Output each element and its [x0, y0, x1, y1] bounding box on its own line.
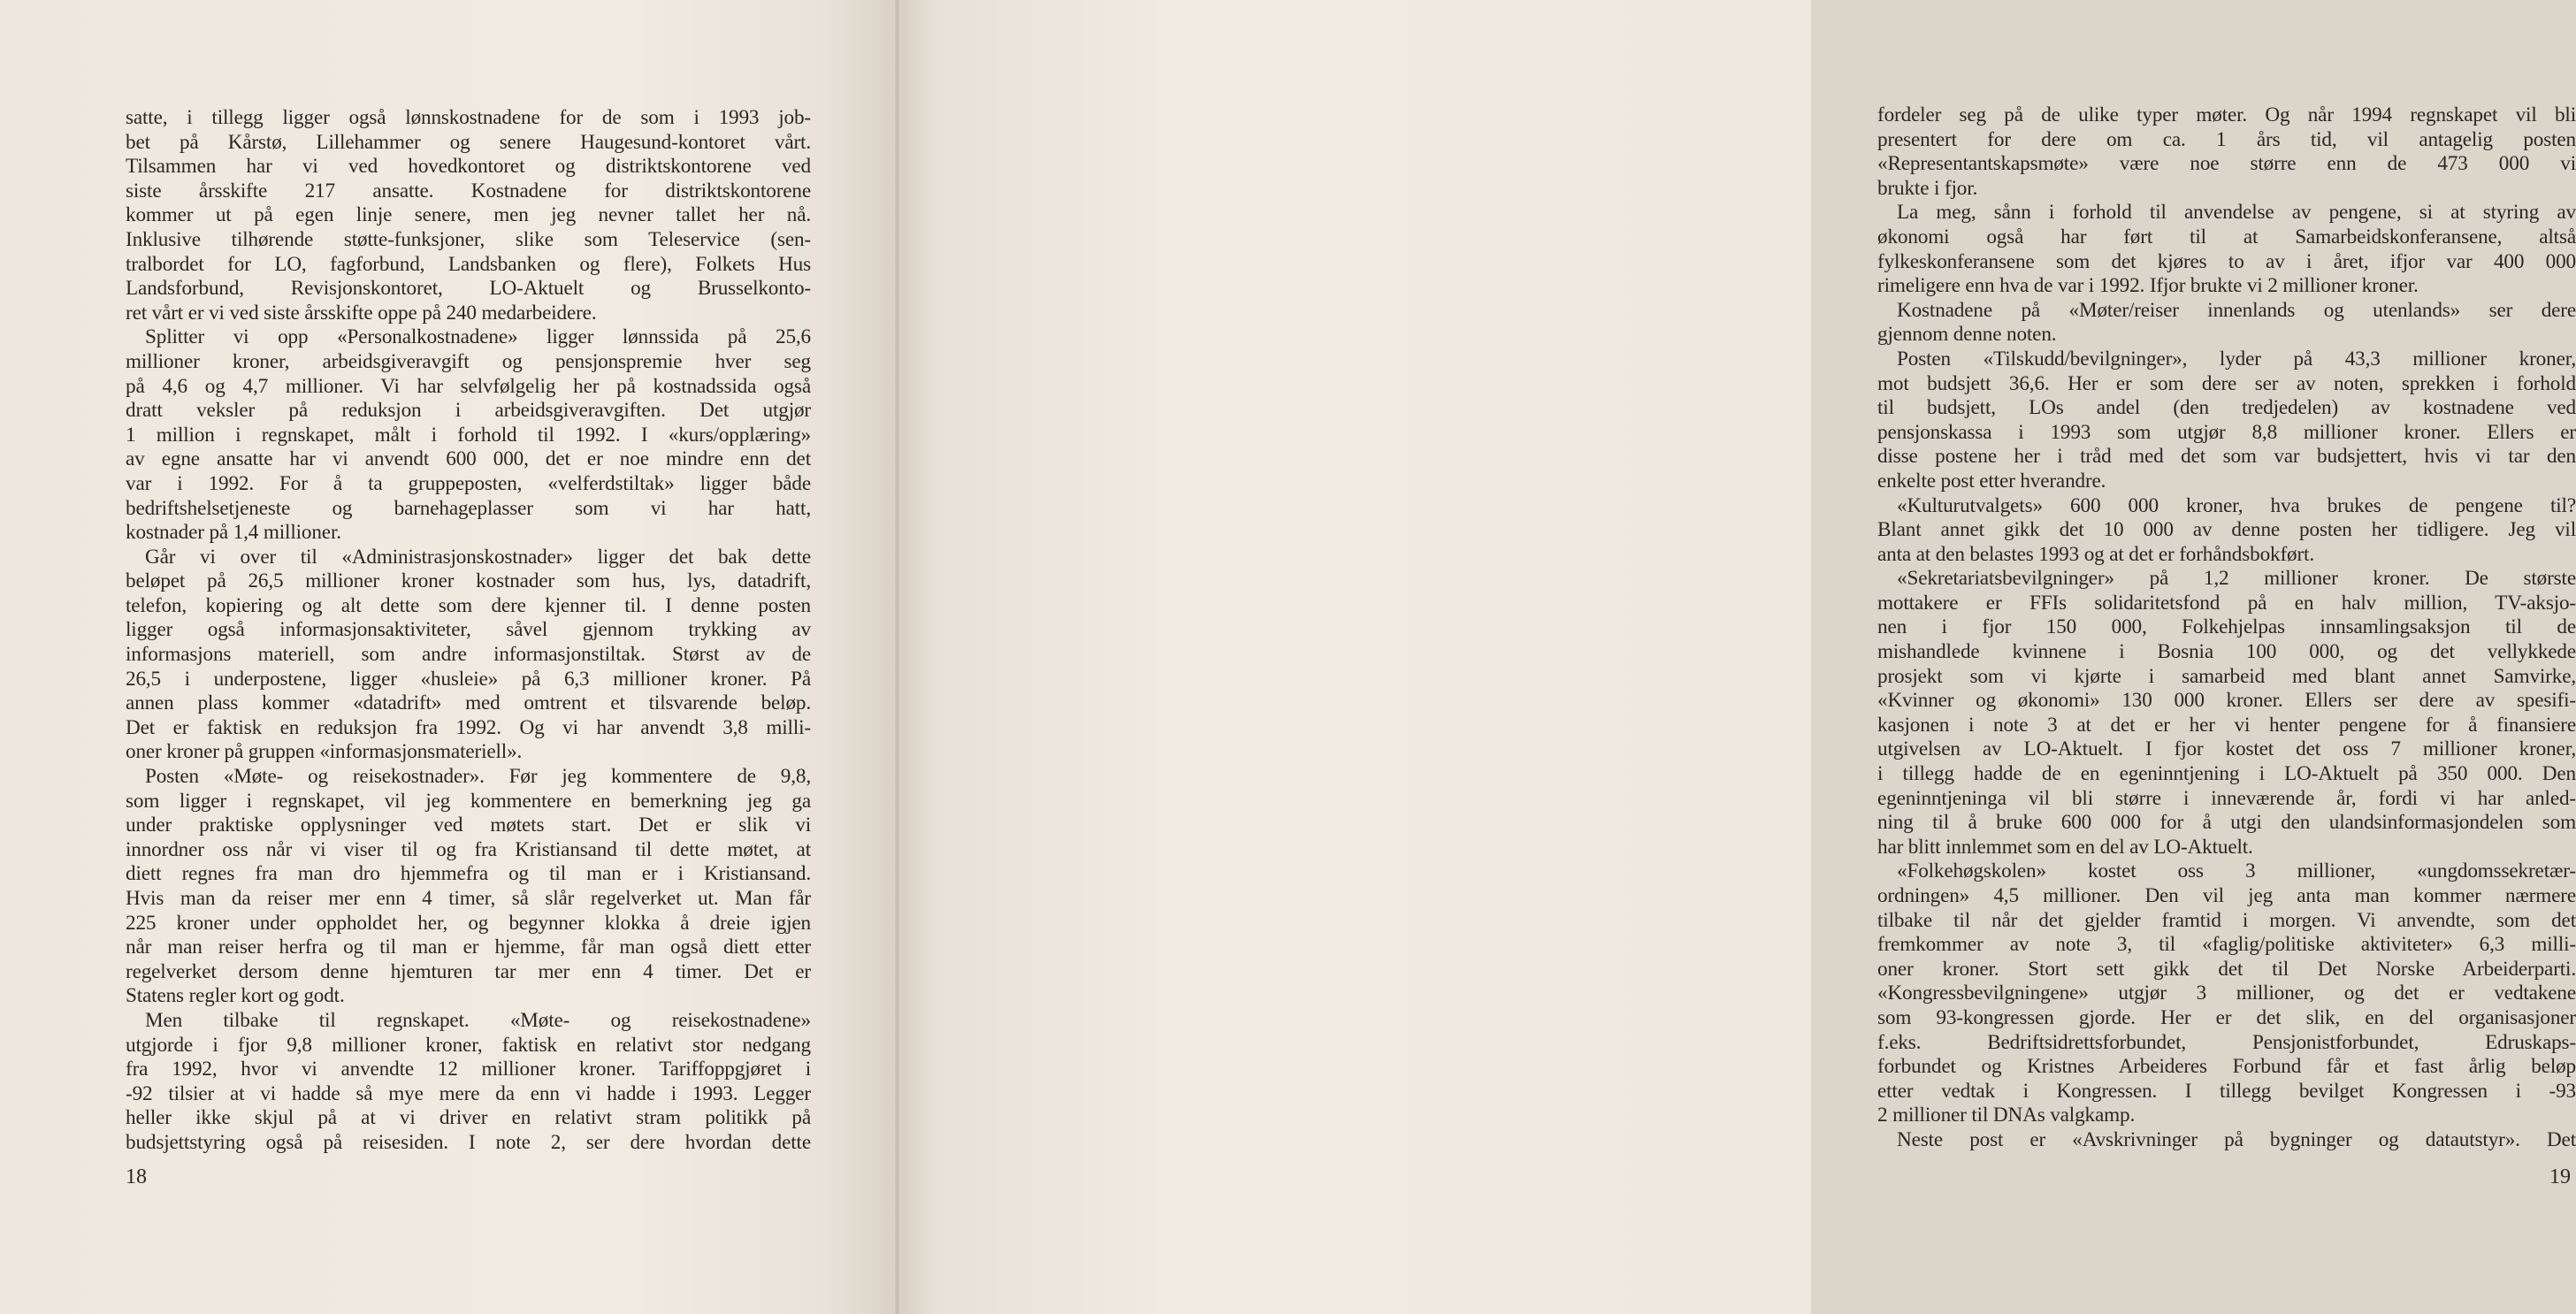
text-line: innordner oss når vi viser til og fra Kristiansand til dette møtet, at [126, 837, 811, 861]
text-line: under praktiske opplysninger ved møtets start. Det er slik vi [126, 814, 811, 837]
text-line: av egne ansatte har vi anvendt 600 000, det er noe mindre enn det [126, 447, 811, 471]
text-line: fra 1992, hvor vi anvendte 12 millioner kroner. Tariffoppgjøret i [126, 1058, 811, 1081]
text-line: «Kongressbevilgningene» utgjør 3 millioner, og det er vedtakene [1877, 982, 2576, 1005]
text-line: ret vårt er vi ved siste årsskifte oppe på 240 medarbeidere. [126, 301, 597, 325]
text-line: diett regnes fra man dro hjemmefra og til man er i Kristiansand. [126, 862, 811, 886]
text-line: 1 million i regnskapet, målt i forhold til 1992. I «kurs/opplæring» [126, 423, 811, 447]
text-line: 2 millioner til DNAs valgkamp. [1877, 1104, 2136, 1127]
text-line: tilbake til når det gjelder framtid i morgen. Vi anvendte, som det [1877, 908, 2576, 932]
text-line: når man reiser herfra og til man er hjemme, får man også diett etter [126, 936, 811, 959]
text-line: bet på Kårstø, Lillehammer og senere Haugesund-kontoret vårt. [126, 130, 811, 154]
text-line: Det er faktisk en reduksjon fra 1992. Og vi har anvendt 3,8 milli- [126, 715, 811, 739]
text-line: «Sekretariatsbevilgninger» på 1,2 millioner kroner. De største [1897, 567, 2576, 591]
text-line: millioner kroner, arbeidsgiveravgift og pensjonspremie hver seg [126, 349, 811, 373]
text-line: på 4,6 og 4,7 millioner. Vi har selvfølgelig her på kostnadssida også [126, 374, 811, 398]
text-line: 26,5 i underpostene, ligger «husleie» på 6,3 millioner kroner. På [126, 667, 811, 691]
left-page-number: 18 [126, 1165, 147, 1188]
text-line: siste årsskifte 217 ansatte. Kostnadene for distriktskontorene [126, 179, 811, 202]
text-line: «Representantskapsmøte» være noe større enn de 473 000 vi [1877, 152, 2576, 176]
text-line: Statens regler kort og godt. [126, 984, 345, 1008]
text-line: fordeler seg på de ulike typer møter. Og når 1994 regnskapet vil bli [1877, 103, 2576, 126]
text-line: egeninntjeninga vil bli større i inneværende år, fordi vi har anled- [1877, 786, 2576, 810]
left-page-body [126, 106, 811, 1156]
text-line: var i 1992. For å ta gruppeposten, «velferdstiltak» ligger både [126, 471, 811, 495]
text-line: Går vi over til «Administrasjonskostnader» ligger det bak dette [145, 545, 811, 569]
text-line: La meg, sånn i forhold til anvendelse av pengene, si at styring av [1897, 201, 2576, 225]
text-line: har blitt innlemmet som en del av LO-Aktuelt. [1877, 835, 2253, 859]
text-line: kasjonen i note 3 at det er her vi henter pengene for å finansiere [1877, 713, 2576, 737]
left-page [0, 0, 898, 1314]
text-line: tralbordet for LO, fagforbund, Landsbanken og flere), Folkets Hus [126, 252, 811, 276]
text-line: regelverket dersom denne hjemturen tar mer enn 4 timer. Det er [126, 959, 811, 983]
text-line: ordningen» 4,5 millioner. Den vil jeg anta man kommer nærmere [1877, 884, 2576, 907]
text-line: Tilsammen har vi ved hovedkontoret og distriktskontorene ved [126, 155, 811, 179]
text-line: mottakere er FFIs solidaritetsfond på en halv million, TV-aksjo- [1877, 591, 2576, 615]
text-line: beløpet på 26,5 millioner kroner kostnader som hus, lys, datadrift, [126, 569, 811, 593]
text-line: satte, i tillegg ligger også lønnskostnadene for de som i 1993 job- [126, 106, 811, 129]
text-line: f.eks. Bedriftsidrettsforbundet, Pensjonistforbundet, Edruskaps- [1877, 1030, 2576, 1054]
text-line: Inklusive tilhørende støtte-funksjoner, slike som Teleservice (sen- [126, 227, 811, 251]
text-line: gjennom denne noten. [1877, 323, 2057, 347]
text-line: Neste post er «Avskrivninger på bygninger og datautstyr». Det [1897, 1127, 2576, 1151]
text-line: nen i fjor 150 000, Folkehjelpas innsamlingsaksjon til de [1877, 615, 2576, 639]
text-line: Blant annet gikk det 10 000 av denne posten her tidligere. Jeg vil [1877, 518, 2576, 542]
text-line: økonomi også har ført til at Samarbeidskonferansene, altså [1877, 225, 2576, 248]
text-line: enkelte post etter hverandre. [1877, 469, 2106, 493]
text-line: ligger også informasjonsaktiviteter, såvel gjennom trykking av [126, 618, 811, 642]
text-line: utgjorde i fjor 9,8 millioner kroner, faktisk en relativt stor nedgang [126, 1033, 811, 1057]
text-line: dratt veksler på reduksjon i arbeidsgiveravgiften. Det utgjør [126, 399, 811, 423]
text-line: oner kroner. Stort sett gikk det til Det Norske Arbeiderparti. [1877, 957, 2576, 981]
text-line: Hvis man da reiser mer enn 4 timer, så slår regelverket ut. Man får [126, 887, 811, 910]
text-line: «Kulturutvalgets» 600 000 kroner, hva brukes de pengene til? [1897, 493, 2576, 517]
text-line: ning til å bruke 600 000 for å utgi den ulandsinformasjondelen som [1877, 811, 2576, 835]
text-line: kostnader på 1,4 millioner. [126, 521, 341, 545]
text-line: fylkeskonferansene som det kjøres to av i året, ifjor var 400 000 [1877, 249, 2576, 273]
text-line: «Kvinner og økonomi» 130 000 kroner. Ellers ser dere av spesifi- [1877, 689, 2576, 713]
text-line: heller ikke skjul på at vi driver en relativt stram politikk på [126, 1106, 811, 1130]
text-line: Posten «Møte- og reisekostnader». Før jeg kommentere de 9,8, [145, 765, 811, 789]
text-line: forbundet og Kristnes Arbeideres Forbund får et fast årlig beløp [1877, 1055, 2576, 1079]
text-line: som 93-kongressen gjorde. Her er det slik, en del organisasjoner [1877, 1005, 2576, 1029]
text-line: presentert for dere om ca. 1 års tid, vil antagelig posten [1877, 127, 2576, 151]
text-line: utgivelsen av LO-Aktuelt. I fjor kostet det oss 7 millioner kroner, [1877, 737, 2576, 761]
text-line: -92 tilsier at vi hadde så mye mere da enn vi hadde i 1993. Legger [126, 1081, 811, 1105]
text-line: pensjonskassa i 1993 som utgjør 8,8 millioner kroner. Ellers er [1877, 420, 2576, 444]
text-line: Kostnadene på «Møter/reiser innenlands og utenlands» ser dere [1897, 298, 2576, 322]
text-line: 225 kroner under oppholdet her, og begynner klokka å dreie igjen [126, 911, 811, 935]
text-line: rimeligere enn hva de var i 1992. Ifjor brukte vi 2 millioner kroner. [1877, 274, 2419, 298]
text-line: annen plass kommer «datadrift» med omtrent et tilsvarende beløp. [126, 691, 811, 715]
text-line: mishandlede kvinnene i Bosnia 100 000, og det vellykkede [1877, 640, 2576, 664]
text-line: «Folkehøgskolen» kostet oss 3 millioner, «ungdomssekretær- [1897, 859, 2576, 883]
text-line: Men tilbake til regnskapet. «Møte- og reisekostnadene» [145, 1008, 811, 1032]
right-page-body [1877, 103, 2576, 1153]
text-line: prosjekt som vi kjørte i samarbeid med blant annet Samvirke, [1877, 664, 2576, 688]
text-line: anta at den belastes 1993 og at det er forhåndsbokført. [1877, 542, 2314, 566]
text-line: i tillegg hadde de en egeninntjening i LO-Aktuelt på 350 000. Den [1877, 762, 2576, 786]
text-line: kommer ut på egen linje senere, men jeg nevner tallet her nå. [126, 203, 811, 227]
text-line: til budsjett, LOs andel (den tredjedelen) av kostnadene ved [1877, 396, 2576, 420]
text-line: som ligger i regnskapet, vil jeg kommentere en bemerkning jeg ga [126, 789, 811, 813]
text-line: bedriftshelsetjeneste og barnehageplasser som vi har hatt, [126, 496, 811, 520]
right-page [898, 0, 2576, 1314]
text-line: etter vedtak i Kongressen. I tillegg bevilget Kongressen i -93 [1877, 1079, 2576, 1103]
text-line: oner kroner på gruppen «informasjonsmateriell». [126, 740, 523, 764]
text-line: Landsforbund, Revisjonskontoret, LO-Aktuelt og Brusselkonto- [126, 277, 811, 301]
text-line: Posten «Tilskudd/bevilgninger», lyder på 43,3 millioner kroner, [1897, 347, 2576, 371]
right-page-number: 19 [2549, 1165, 2571, 1188]
text-line: brukte i fjor. [1877, 176, 1978, 200]
text-line: fremkommer av note 3, til «faglig/politiske aktiviteter» 6,3 milli- [1877, 933, 2576, 957]
text-line: budsjettstyring også på reisesiden. I note 2, ser dere hvordan dette [126, 1130, 811, 1154]
text-line: mot budsjett 36,6. Her er som dere ser av noten, sprekken i forhold [1877, 371, 2576, 395]
text-line: disse postene her i tråd med det som var budsjettert, hvis vi tar den [1877, 445, 2576, 469]
text-line: Splitter vi opp «Personalkostnadene» ligger lønnssida på 25,6 [145, 325, 811, 349]
text-line: telefon, kopiering og alt dette som dere kjenner til. I denne posten [126, 593, 811, 617]
text-line: informasjons materiell, som andre informasjonstiltak. Størst av de [126, 643, 811, 667]
